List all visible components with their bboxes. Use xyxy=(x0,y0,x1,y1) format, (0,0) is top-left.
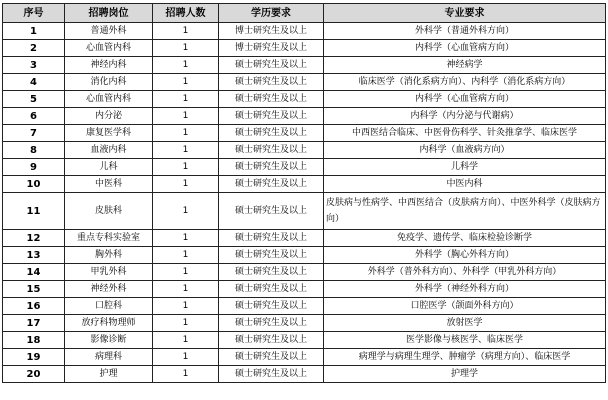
table-row xyxy=(3,74,606,91)
serial-number-cell: 12 xyxy=(3,230,65,247)
serial-number-cell: 11 xyxy=(3,193,65,230)
position-cell: 中医科 xyxy=(65,176,153,193)
serial-number-cell: 17 xyxy=(3,315,65,332)
education-cell: 硕士研究生及以上 xyxy=(219,57,324,74)
table-row xyxy=(3,366,606,383)
education-cell: 硕士研究生及以上 xyxy=(219,366,324,383)
headcount-cell: 1 xyxy=(153,315,219,332)
major-cell: 护理学 xyxy=(324,366,606,383)
table-row xyxy=(3,40,606,57)
major-cell: 内科学（心血管病方向） xyxy=(324,40,606,57)
headcount-cell: 1 xyxy=(153,298,219,315)
education-cell: 硕士研究生及以上 xyxy=(219,91,324,108)
major-cell: 外科学（胸心外科方向） xyxy=(324,247,606,264)
position-cell: 康复医学科 xyxy=(65,125,153,142)
headcount-cell: 1 xyxy=(153,125,219,142)
header-row xyxy=(3,4,606,23)
serial-number-cell: 20 xyxy=(3,366,65,383)
position-cell: 内分泌 xyxy=(65,108,153,125)
headcount-cell: 1 xyxy=(153,264,219,281)
headcount-cell: 1 xyxy=(153,366,219,383)
headcount-cell: 1 xyxy=(153,108,219,125)
serial-number-cell: 8 xyxy=(3,142,65,159)
major-cell: 临床医学（消化系病方向）、内科学（消化系病方向） xyxy=(324,74,606,91)
headcount-cell: 1 xyxy=(153,23,219,40)
major-cell: 神经病学 xyxy=(324,57,606,74)
education-cell: 硕士研究生及以上 xyxy=(219,315,324,332)
table-row xyxy=(3,176,606,193)
serial-number-cell: 14 xyxy=(3,264,65,281)
serial-number-cell: 4 xyxy=(3,74,65,91)
education-cell: 硕士研究生及以上 xyxy=(219,74,324,91)
serial-number-cell: 3 xyxy=(3,57,65,74)
education-cell: 硕士研究生及以上 xyxy=(219,264,324,281)
headcount-cell: 1 xyxy=(153,142,219,159)
table-row xyxy=(3,332,606,349)
major-cell: 内科学（血液病方向） xyxy=(324,142,606,159)
table-row xyxy=(3,230,606,247)
headcount-cell: 1 xyxy=(153,57,219,74)
major-cell: 放射医学 xyxy=(324,315,606,332)
serial-number-cell: 18 xyxy=(3,332,65,349)
position-cell: 心血管内科 xyxy=(65,91,153,108)
major-cell: 中西医结合临床、中医骨伤科学、针灸推拿学、临床医学 xyxy=(324,125,606,142)
header-serial-number: 序号 xyxy=(3,4,65,23)
position-cell: 心血管内科 xyxy=(65,40,153,57)
header-education: 学历要求 xyxy=(219,4,324,23)
education-cell: 硕士研究生及以上 xyxy=(219,159,324,176)
position-cell: 甲乳外科 xyxy=(65,264,153,281)
education-cell: 硕士研究生及以上 xyxy=(219,125,324,142)
headcount-cell: 1 xyxy=(153,40,219,57)
table-row xyxy=(3,159,606,176)
position-cell: 普通外科 xyxy=(65,23,153,40)
position-cell: 护理 xyxy=(65,366,153,383)
education-cell: 硕士研究生及以上 xyxy=(219,349,324,366)
major-cell: 儿科学 xyxy=(324,159,606,176)
table-row xyxy=(3,193,606,230)
position-cell: 神经外科 xyxy=(65,281,153,298)
position-cell: 放疗科物理师 xyxy=(65,315,153,332)
headcount-cell: 1 xyxy=(153,247,219,264)
position-cell: 血液内科 xyxy=(65,142,153,159)
major-cell: 医学影像与核医学、临床医学 xyxy=(324,332,606,349)
position-cell: 消化内科 xyxy=(65,74,153,91)
serial-number-cell: 16 xyxy=(3,298,65,315)
headcount-cell: 1 xyxy=(153,74,219,91)
major-cell: 病理学与病理生理学、肿瘤学（病理方向）、临床医学 xyxy=(324,349,606,366)
education-cell: 硕士研究生及以上 xyxy=(219,176,324,193)
table-row xyxy=(3,91,606,108)
education-cell: 硕士研究生及以上 xyxy=(219,108,324,125)
position-cell: 胸外科 xyxy=(65,247,153,264)
education-cell: 硕士研究生及以上 xyxy=(219,247,324,264)
table-row xyxy=(3,142,606,159)
table-row xyxy=(3,298,606,315)
header-position: 招聘岗位 xyxy=(65,4,153,23)
position-cell: 影像诊断 xyxy=(65,332,153,349)
table-body xyxy=(3,23,606,383)
major-cell: 外科学（普通外科方向） xyxy=(324,23,606,40)
table-row xyxy=(3,57,606,74)
serial-number-cell: 15 xyxy=(3,281,65,298)
major-cell: 皮肤病与性病学、中西医结合（皮肤病方向）、中医外科学（皮肤病方向） xyxy=(324,193,606,230)
header-major: 专业要求 xyxy=(324,4,606,23)
table-row xyxy=(3,108,606,125)
education-cell: 博士研究生及以上 xyxy=(219,40,324,57)
serial-number-cell: 1 xyxy=(3,23,65,40)
education-cell: 硕士研究生及以上 xyxy=(219,332,324,349)
serial-number-cell: 10 xyxy=(3,176,65,193)
education-cell: 博士研究生及以上 xyxy=(219,23,324,40)
table-header xyxy=(3,4,606,23)
education-cell: 硕士研究生及以上 xyxy=(219,281,324,298)
serial-number-cell: 19 xyxy=(3,349,65,366)
headcount-cell: 1 xyxy=(153,176,219,193)
headcount-cell: 1 xyxy=(153,193,219,230)
table-row xyxy=(3,23,606,40)
headcount-cell: 1 xyxy=(153,349,219,366)
education-cell: 硕士研究生及以上 xyxy=(219,142,324,159)
serial-number-cell: 9 xyxy=(3,159,65,176)
serial-number-cell: 6 xyxy=(3,108,65,125)
position-cell: 皮肤科 xyxy=(65,193,153,230)
position-cell: 儿科 xyxy=(65,159,153,176)
position-cell: 病理科 xyxy=(65,349,153,366)
major-cell: 外科学（普外科方向）、外科学（甲乳外科方向） xyxy=(324,264,606,281)
education-cell: 硕士研究生及以上 xyxy=(219,230,324,247)
table-row xyxy=(3,247,606,264)
table-row xyxy=(3,315,606,332)
header-headcount: 招聘人数 xyxy=(153,4,219,23)
major-cell: 外科学（神经外科方向） xyxy=(324,281,606,298)
major-cell: 内科学（心血管病方向） xyxy=(324,91,606,108)
serial-number-cell: 7 xyxy=(3,125,65,142)
major-cell: 口腔医学（颌面外科方向） xyxy=(324,298,606,315)
education-cell: 硕士研究生及以上 xyxy=(219,298,324,315)
table-row xyxy=(3,264,606,281)
table-row xyxy=(3,125,606,142)
table-row xyxy=(3,349,606,366)
serial-number-cell: 5 xyxy=(3,91,65,108)
major-cell: 免疫学、遗传学、临床检验诊断学 xyxy=(324,230,606,247)
major-cell: 内科学（内分泌与代谢病） xyxy=(324,108,606,125)
headcount-cell: 1 xyxy=(153,332,219,349)
headcount-cell: 1 xyxy=(153,230,219,247)
serial-number-cell: 2 xyxy=(3,40,65,57)
headcount-cell: 1 xyxy=(153,159,219,176)
recruitment-table xyxy=(2,3,606,383)
table-row xyxy=(3,281,606,298)
position-cell: 神经内科 xyxy=(65,57,153,74)
education-cell: 硕士研究生及以上 xyxy=(219,193,324,230)
headcount-cell: 1 xyxy=(153,91,219,108)
serial-number-cell: 13 xyxy=(3,247,65,264)
position-cell: 重点专科实验室 xyxy=(65,230,153,247)
headcount-cell: 1 xyxy=(153,281,219,298)
position-cell: 口腔科 xyxy=(65,298,153,315)
major-cell: 中医内科 xyxy=(324,176,606,193)
